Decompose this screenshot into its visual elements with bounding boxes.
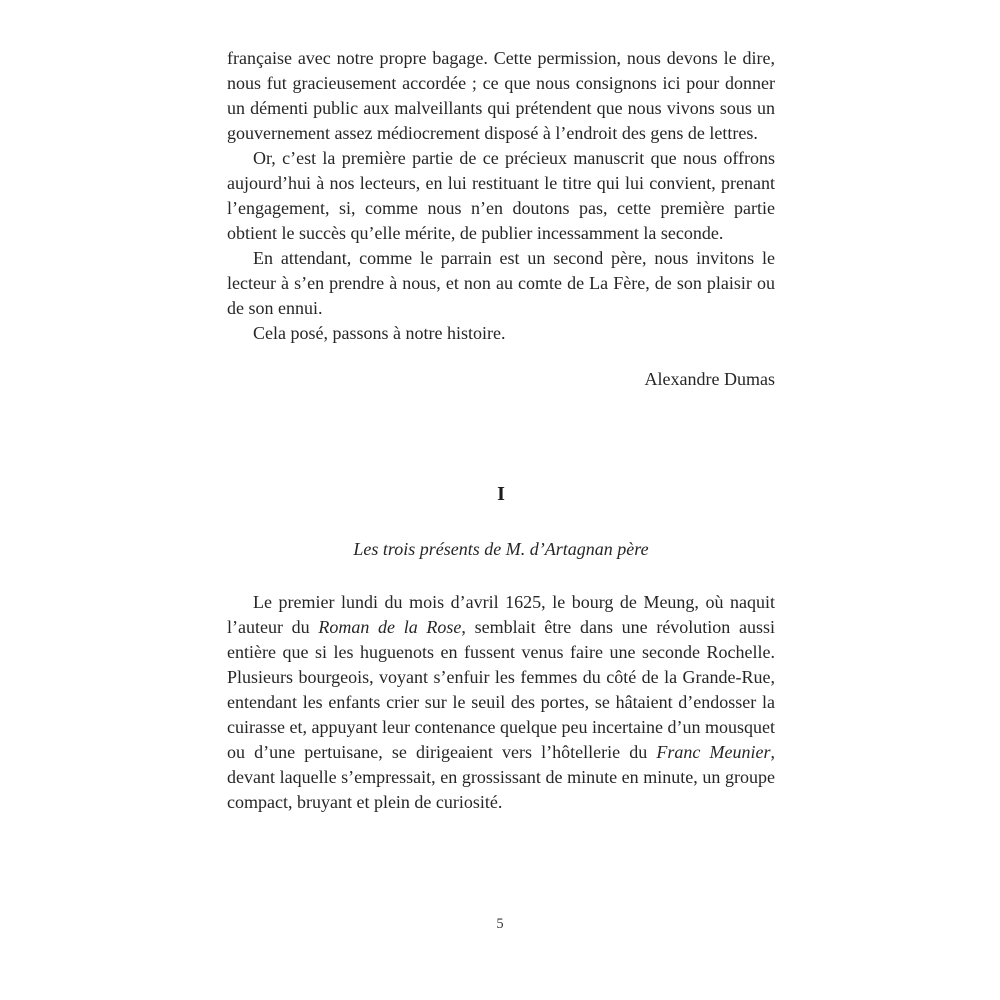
preface-paragraph-continuation: française avec notre propre bagage. Cette permission, nous devons le dire, nous fut gracieusement accordée ; ce que nous consignons ici pour donner un démenti public aux malveillants qui prétendent que nous vivons sous un gouvernement assez médiocrement disposé à l’endroit des gens de lettres.	[227, 48, 775, 143]
chapter-opening-paragraph	[227, 590, 775, 815]
text-block	[227, 46, 775, 815]
chapter-number: I	[497, 483, 505, 505]
chapter-paragraph-text: Le premier lundi du mois d’avril 1625, le bourg de Meung, où naquit l’auteur du	[227, 592, 775, 637]
author-signature: Alexandre Dumas	[644, 369, 775, 389]
preface-paragraph: En attendant, comme le parrain est un second père, nous invitons le lecteur à s’en prendre à nous, et non au comte de La Fère, de son plaisir ou de son ennui.	[227, 248, 775, 318]
preface-paragraph: Cela posé, passons à notre histoire.	[253, 323, 506, 343]
inn-name-italic: Franc Meunier	[656, 742, 771, 762]
chapter-paragraph-text: , semblait être dans une révolution aussi entière que si les huguenots en fussent venus faire une seconde Rochelle. Plusieurs bourgeois, voyant s’enfuir les femmes du côté de la Grande-Rue, entendant les enfants crier sur le seuil des portes, se hâtaient d’endosser la cuirasse et, appuyant leur contenance quelque peu incertaine d’un mousquet ou d’une pertuisane, se dirigeaient vers l’hôtellerie du	[227, 617, 776, 762]
preface-paragraph: Or, c’est la première partie de ce précieux manuscrit que nous offrons aujourd’hui à nos lecteurs, en lui restituant le titre qui lui convient, prenant l’engagement, si, comme nous n’en doutons pas, cette première partie obtient le succès qu’elle mérite, de publier incessamment la seconde.	[227, 148, 775, 243]
chapter-title: Les trois présents de M. d’Artagnan père	[353, 539, 649, 559]
book-title-italic: Roman de la Rose	[318, 617, 462, 637]
page-number: 5	[496, 916, 504, 932]
chapter-paragraph-text: , devant laquelle s’empressait, en grossissant de minute en minute, un groupe compact, bruyant et plein de curiosité.	[227, 742, 775, 812]
